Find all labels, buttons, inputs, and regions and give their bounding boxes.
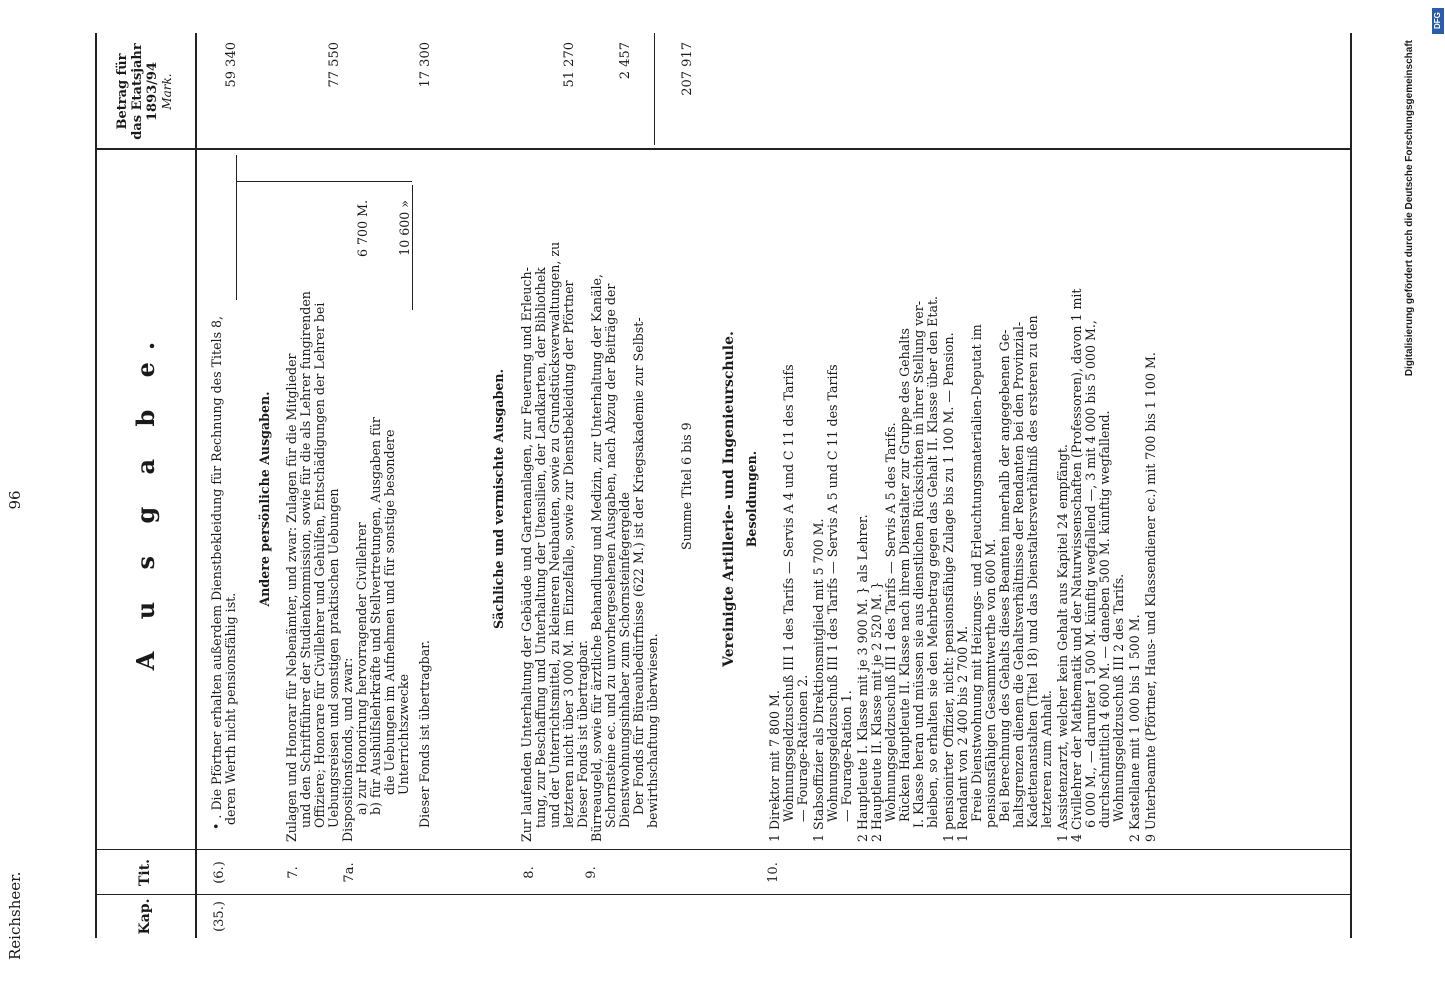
amount-cell: 77 550 (327, 42, 342, 88)
funding-note: Digitalisierung gefördert durch die Deutsche Forschungsgemeinschaft (1404, 40, 1415, 377)
section-heading: Vereinigte Artillerie- und Ingenieurschule. (721, 331, 737, 667)
text-line: 1 Direktor mit 7 800 M. (767, 690, 782, 842)
text-line: 2 Hauptleute II. Klasse mit je 2 520 M. } (869, 581, 884, 842)
text-line: tung, zur Beschaffung und Unterhaltung der Utensilien, der Landkarten, der Bibliothek (533, 267, 548, 828)
text-line: I. Klasse heran und müssen sie aus dienstlichen Rücksichten in ihrer Stellung ver- (911, 300, 926, 828)
text-line: b) für Aushülfslehrkräfte und Stellvertretungen, Ausgaben für (368, 417, 383, 815)
betrag-line: 1893/94 (145, 61, 160, 122)
text-line: 2 Hauptleute I. Klasse mit je 3 900 M. } als Lehrer. (855, 514, 870, 842)
text-line: a) zur Honorirung hervorragender Civillehrer (354, 522, 369, 815)
text-line: Unterrichtszwecke (396, 674, 411, 795)
titel-number: 7a. (342, 862, 357, 883)
text-line: und der Unterrichtsmittel, zu kleineren Neubauten, sowie zu Grundstücksverwaltungen, zu (547, 241, 562, 828)
column-header-kap: Kap. (137, 898, 153, 935)
sum-line: Summe Titel 6 bis 9 (679, 422, 694, 550)
sub-amount-b: 10 600 » (397, 200, 412, 256)
text-line: Zur laufenden Unterhaltung der Gebäude und Gartenanlagen, zur Feuerung und Erleuch- (519, 267, 534, 842)
text-line: Freie Dienstwohnung mit Heizungs- und Erleuchtungsmaterialien-Deputat im (969, 324, 984, 822)
text-line: Zulagen und Honorar für Nebenämter, und zwar: Zulagen für die Mitglieder (284, 353, 299, 842)
text-line: Offiziere; Honorare für Civillehrer und Gehülfen, Entschädigungen der Lehrer bei (312, 302, 327, 828)
text-line: Der Fonds für Büreaubedürfnisse (622 M.) ist der Kriegsakademie zur Selbst- (631, 317, 646, 815)
column-header-betrag (95, 33, 195, 150)
betrag-unit: Mark. (160, 73, 174, 110)
text-line: Kadettenanstalten (Titel 18) und das Dienstaltersverhältniß des ersteren zu den (1025, 315, 1040, 828)
sub-amount-a: 6 700 M. (355, 200, 370, 257)
titel-number: 10. (766, 862, 781, 883)
text-line: Rücken Hauptleute II. Klasse nach ihrem Dienstalter zur Gruppe des Gehalts (897, 328, 912, 822)
text-line: Dieser Fonds ist übertragbar. (575, 640, 590, 828)
text-line: 9 Unterbeamte (Pförtner, Haus- und Klassendiener ec.) mit 700 bis 1 100 M. (1143, 352, 1158, 842)
text-line: 6 000 M., — darunter 1 500 M. künftig wegfallend —, 3 mit 4 000 bis 5 000 M., (1083, 320, 1098, 828)
text-line: bleiben, so erhalten sie den Mehrbetrag gegen das Gehalt II. Klasse über den Etat. (925, 295, 940, 828)
text-line: Bürreaugeld, sowie für ärztliche Behandlung und Medizin, zur Unterhaltung der Kanäle, (589, 274, 604, 842)
text-line: durchschnittlich 4 600 M. — daneben 500 M. künftig wegfallend. (1097, 410, 1112, 828)
text-line: Dieser Fonds ist übertragbar. (417, 640, 432, 828)
text-line: Bei Berechnung des Gehalts dieses Beamten innerhalb der angegebenen Ge- (997, 329, 1012, 822)
section-heading: Andere persönliche Ausgaben. (257, 391, 272, 607)
text-line: — Fourage-Rationen 2. (795, 674, 810, 822)
section-subheading: Besoldungen. (744, 450, 759, 548)
text-line: bewirthschaftung überwiesen. (645, 633, 660, 828)
text-line: 1 Assistenzarzt, welcher kein Gehalt aus Kapitel 24 empfängt. (1055, 444, 1070, 842)
titel-number: 7. (286, 866, 301, 879)
text-line: haltsgrenzen dienen die Gehaltsverhältnisse der Rendanten bei den Provinzial- (1011, 321, 1026, 828)
table-bottom-rule (1350, 33, 1352, 938)
amount-cell: 2 457 (618, 42, 633, 80)
text-line: • . Die Pförtner erhalten außerdem Dienstbekleidung für Rechnung des Titels 8, (209, 315, 224, 830)
text-line: die Uebungen im Aufnehmen und für sonstige besondere (382, 429, 397, 795)
column-rule (95, 149, 1350, 151)
text-line: pensionsfähigen Gesammtwerthe von 600 M. (983, 538, 998, 828)
kapitel-number: (35.) (212, 901, 227, 932)
text-line: 1 Stabsoffizier als Direktionsmitglied mit 5 700 M. (811, 518, 826, 842)
text-line: Wohnungsgeldzuschuß III 1 des Tarifs — Servis A 5 des Tarifs. (883, 422, 898, 822)
text-line: Uebungsreisen und sonstigen praktischen Uebungen (326, 488, 341, 828)
table-header-rule (195, 33, 197, 938)
amount-total: 207 917 (680, 42, 695, 96)
text-line: und den Schriftführer der Studienkommission, sowie für die als Lehrer fungirenden (298, 291, 313, 828)
text-line: Dispositionsfonds, und zwar: (340, 657, 355, 842)
running-title: Reichsheer. (6, 871, 24, 960)
text-line: deren Werth nicht pensionsfähig ist. (223, 592, 238, 825)
section-heading: Sächliche und vermischte Ausgaben. (491, 369, 506, 629)
text-line: 2 Kastellane mit 1 000 bis 1 500 M. (1127, 614, 1142, 842)
sum-rule (654, 33, 655, 145)
titel-number: 8. (522, 866, 537, 879)
text-line: letzteren nicht über 3 000 M. im Einzelfalle, sowie zur Dienstbekleidung der Pförtner (561, 280, 576, 828)
subtotal-rule (412, 185, 413, 310)
text-line: Schornsteine ec. und zu unvorhergesehenen Ausgaben, nach Abzug der Beiträge der (603, 283, 618, 828)
text-line: 1 pensionirter Offizier, nicht: pensionsfähige Zulage bis zu 1 100 M. — Pension. (941, 332, 956, 842)
page-number: 96 (6, 490, 24, 510)
text-line: Wohnungsgeldzuschuß III 2 des Tarifs. (1111, 573, 1126, 822)
amount-cell: 51 270 (562, 42, 577, 88)
column-header-ausgabe: A u s g a b e. (130, 329, 160, 671)
amount-cell: 17 300 (418, 42, 433, 88)
dfg-logo: DFG (1432, 8, 1444, 34)
text-line: Wohnungsgeldzuschuß III 1 des Tarifs — Servis A 5 und C 11 des Tarifs (825, 364, 840, 822)
betrag-line: Betrag für (115, 53, 130, 130)
text-line: — Fourage-Ration 1. (839, 690, 854, 822)
text-line: Dienstwohnungsinhaber zum Schornsteinfegergelde (617, 492, 632, 828)
amount-cell: 59 340 (224, 42, 239, 88)
column-rule (95, 894, 1350, 895)
column-header-tit: Tit. (137, 858, 153, 887)
bracket-rule (236, 181, 412, 182)
text-line: 4 Civillehrer der Mathematik und der Naturwissenschaften (Professoren), davon 1 mit (1069, 288, 1084, 842)
right-margin (1382, 0, 1445, 1000)
text-line: 1 Rendant von 2 400 bis 2 700 M. (955, 625, 970, 842)
betrag-line: das Etatsjahr (130, 43, 145, 140)
text-line: Wohnungsgeldzuschuß III 1 des Tarifs — Servis A 4 und C 11 des Tarifs (781, 364, 796, 822)
titel-number: 9. (584, 866, 599, 879)
column-rule (95, 849, 1350, 850)
text-line: letzteren zum Anhalt. (1039, 690, 1054, 828)
subtotal-rule (236, 155, 237, 300)
titel-number: (6.) (212, 861, 227, 884)
